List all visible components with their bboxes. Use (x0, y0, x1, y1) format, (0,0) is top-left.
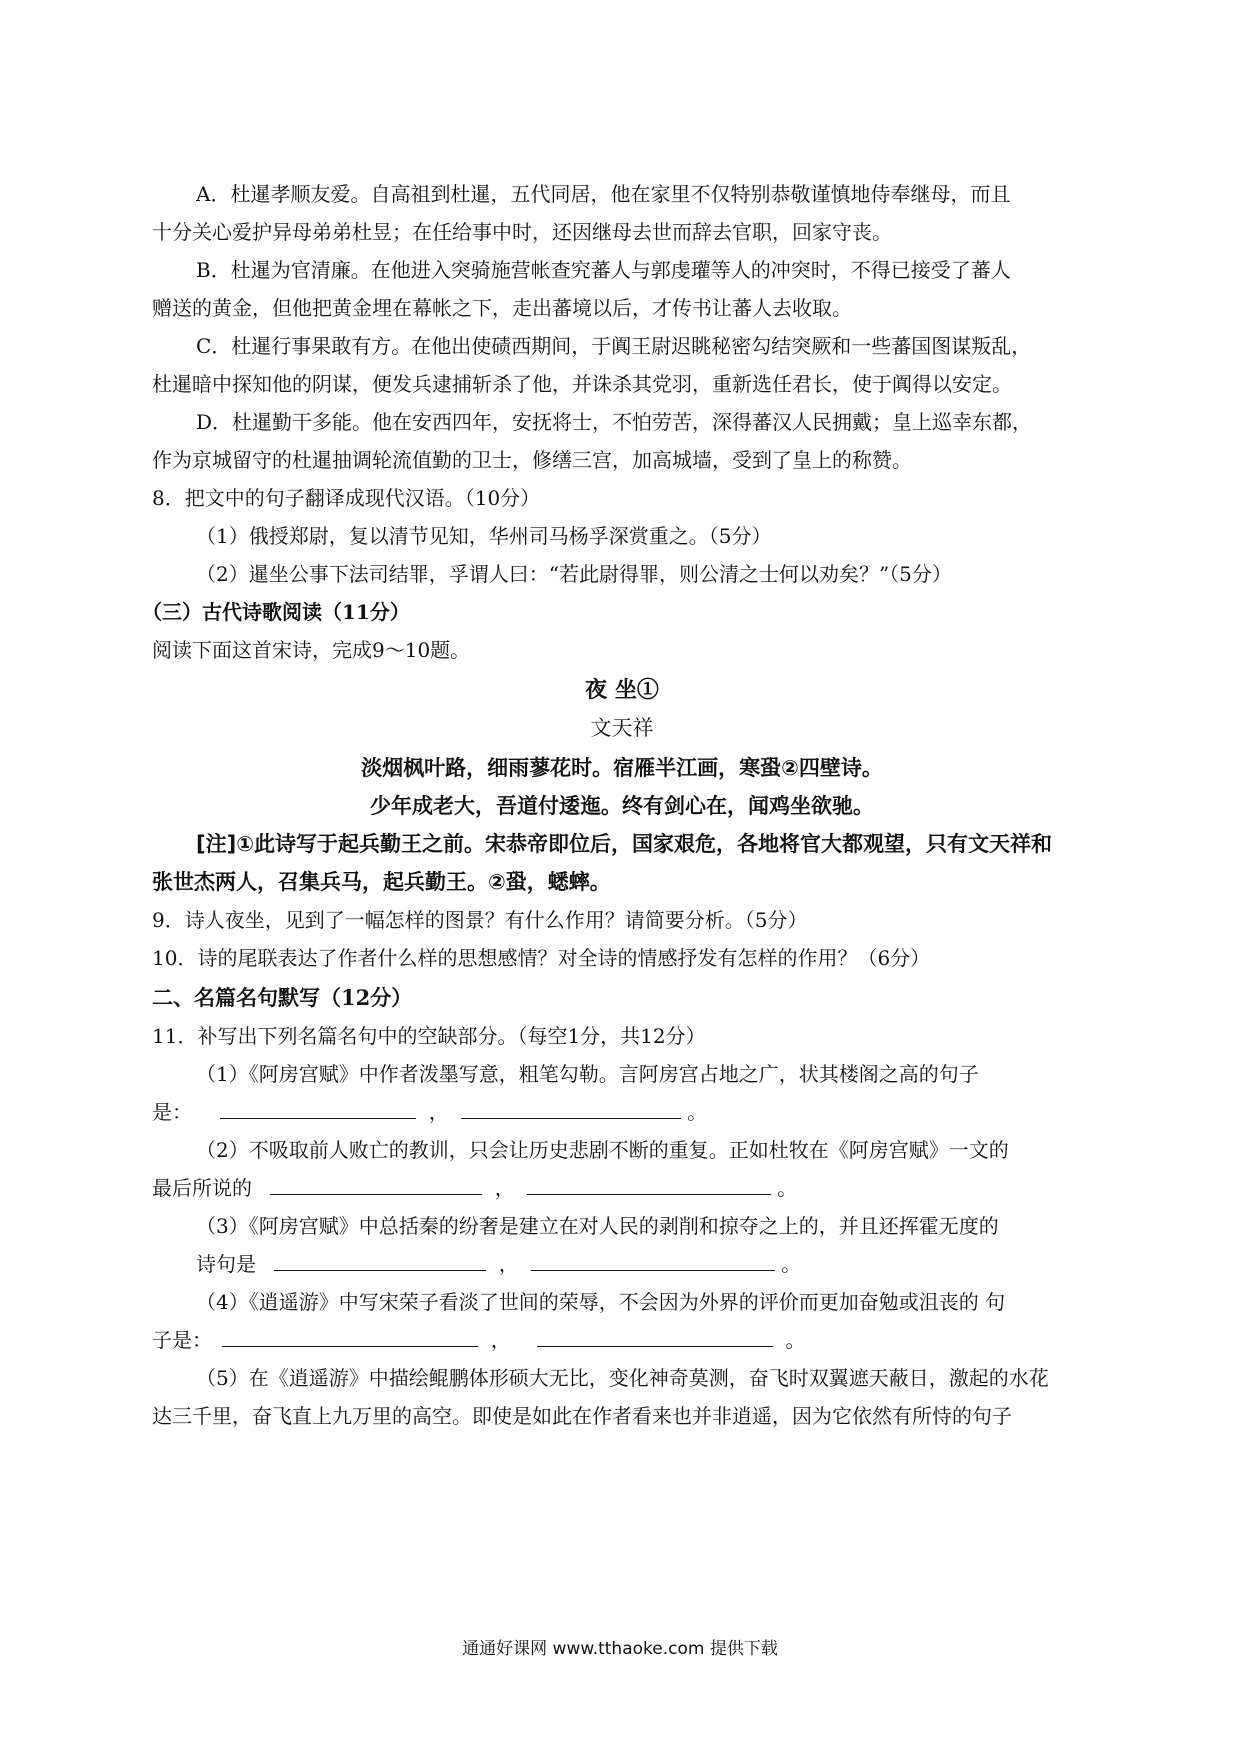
item-3-blank-2[interactable] (531, 1250, 775, 1271)
item-2-prompt: （2）不吸取前人败亡的教训，只会让历史悲剧不断的重复。正如杜牧在《阿房宫赋》一文的 (196, 1138, 1009, 1162)
item-1-blank-2[interactable] (461, 1098, 681, 1119)
poem-line-2: 少年成老大，吾道付逶迤。终有剑心在，闻鸡坐欲驰。 (370, 794, 874, 818)
item-2-period: 。 (777, 1176, 798, 1200)
page-footer: 通通好课网 www.tthaoke.com 提供下载 (462, 1639, 778, 1659)
item-2-blank-1[interactable] (270, 1174, 482, 1195)
question-8-sentence-1: （1）俄授郑尉，复以清节见知，华州司马杨孚深赏重之。（5分） (196, 524, 772, 548)
item-5-prompt-line-2: 达三千里，奋飞直上九万里的高空。即使是如此在作者看来也并非逍遥，因为它依然有所恃的句子 (152, 1404, 1012, 1428)
question-10: 10．诗的尾联表达了作者什么样的思想感情？对全诗的情感抒发有怎样的作用？（6分） (152, 946, 931, 970)
item-2-comma: ， (494, 1176, 515, 1200)
item-2-answer-line (152, 1174, 1092, 1202)
part-2-heading: 二、名篇名句默写（12分） (152, 985, 413, 1010)
item-4-blank-1[interactable] (222, 1326, 478, 1347)
item-4-prompt: （4）《逍遥游》中写宋荣子看淡了世间的荣辱，不会因为外界的评价而更加奋勉或沮丧的 句 (196, 1290, 1006, 1314)
item-1-blank-1[interactable] (220, 1098, 416, 1119)
item-1-prefix: 是： (152, 1100, 192, 1124)
item-3-blank-1[interactable] (274, 1250, 486, 1271)
option-b-line2: 赠送的黄金，但他把黄金埋在幕帐之下，走出蕃境以后，才传书让蕃人去收取。 (152, 296, 852, 320)
poem-author: 文天祥 (590, 716, 654, 740)
option-a-line1: A．杜暹孝顺友爱。自高祖到杜暹，五代同居，他在家里不仅特别恭敬谨慎地侍奉继母，而且 (196, 182, 1011, 206)
option-d-line2: 作为京城留守的杜暹抽调轮流值勤的卫士，修缮三宫，加高城墙，受到了皇上的称赞。 (152, 448, 912, 472)
option-b-line1: B．杜暹为官清廉。在他进入突骑施营帐查究蕃人与郭虔瓘等人的冲突时，不得已接受了蕃人 (196, 258, 1011, 282)
section-3-intro: 阅读下面这首宋诗，完成9～10题。 (152, 638, 471, 662)
question-8-sentence-2: （2）暹坐公事下法司结罪，孚谓人曰：“若此尉得罪，则公清之士何以劝矣？”（5分） (196, 562, 952, 586)
item-1-period: 。 (687, 1100, 708, 1124)
section-3-heading: （三）古代诗歌阅读（11分） (142, 600, 410, 624)
item-1-comma: ， (428, 1100, 449, 1124)
item-4-answer-line (152, 1326, 1092, 1354)
poem-line-1: 淡烟枫叶路，细雨蓼花时。宿雁半江画，寒蛩②四壁诗。 (361, 756, 883, 780)
poem-note-line-2: 张世杰两人，召集兵马，起兵勤王。②蛩，蟋蟀。 (152, 870, 611, 894)
item-5-prompt-line-1: （5）在《逍遥游》中描绘鲲鹏体形硕大无比，变化神奇莫测，奋飞时双翼遮天蔽日，激起的水花 (196, 1366, 1049, 1390)
item-4-prefix: 子是： (152, 1328, 212, 1352)
item-4-period: 。 (785, 1328, 806, 1352)
item-4-comma: ， (490, 1328, 511, 1352)
item-3-period: 。 (781, 1252, 802, 1276)
item-3-answer-line (196, 1250, 1092, 1278)
option-c-line2: 杜暹暗中探知他的阴谋，便发兵逮捕斩杀了他，并诛杀其党羽，重新选任君长，使于阗得以安定。 (152, 372, 1012, 396)
item-1-answer-line (152, 1098, 1092, 1126)
question-8-stem: 8．把文中的句子翻译成现代汉语。（10分） (152, 486, 541, 510)
option-d-line1: D．杜暹勤干多能。他在安西四年，安抚将士，不怕劳苦，深得蕃汉人民拥戴；皇上巡幸东都， (196, 410, 1033, 434)
item-4-blank-2[interactable] (537, 1326, 773, 1347)
item-3-prompt: （3）《阿房宫赋》中总括秦的纷奢是建立在对人民的剥削和掠夺之上的，并且还挥霍无度的 (196, 1214, 999, 1238)
question-9: 9．诗人夜坐，见到了一幅怎样的图景？有什么作用？请简要分析。（5分） (152, 908, 808, 932)
item-1-prompt: （1）《阿房宫赋》中作者泼墨写意，粗笔勾勒。言阿房宫占地之广，状其楼阁之高的句子 (196, 1062, 979, 1086)
item-3-comma: ， (498, 1252, 519, 1276)
item-3-prefix: 诗句是 (196, 1252, 256, 1276)
option-c-line1: C．杜暹行事果敢有方。在他出使碛西期间，于阗王尉迟眺秘密勾结突厥和一些蕃国图谋叛乱， (196, 334, 1032, 358)
item-2-prefix: 最后所说的 (152, 1176, 252, 1200)
item-2-blank-2[interactable] (527, 1174, 771, 1195)
poem-title: 夜 坐① (585, 677, 659, 703)
question-11-stem: 11．补写出下列名篇名句中的空缺部分。（每空1分，共12分） (152, 1024, 706, 1048)
poem-note-line-1: [注]①此诗写于起兵勤王之前。宋恭帝即位后，国家艰危，各地将官大都观望，只有文天祥和 (196, 832, 1052, 856)
option-a-line2: 十分关心爱护异母弟弟杜昱；在任给事中时，还因继母去世而辞去官职，回家守丧。 (152, 220, 892, 244)
